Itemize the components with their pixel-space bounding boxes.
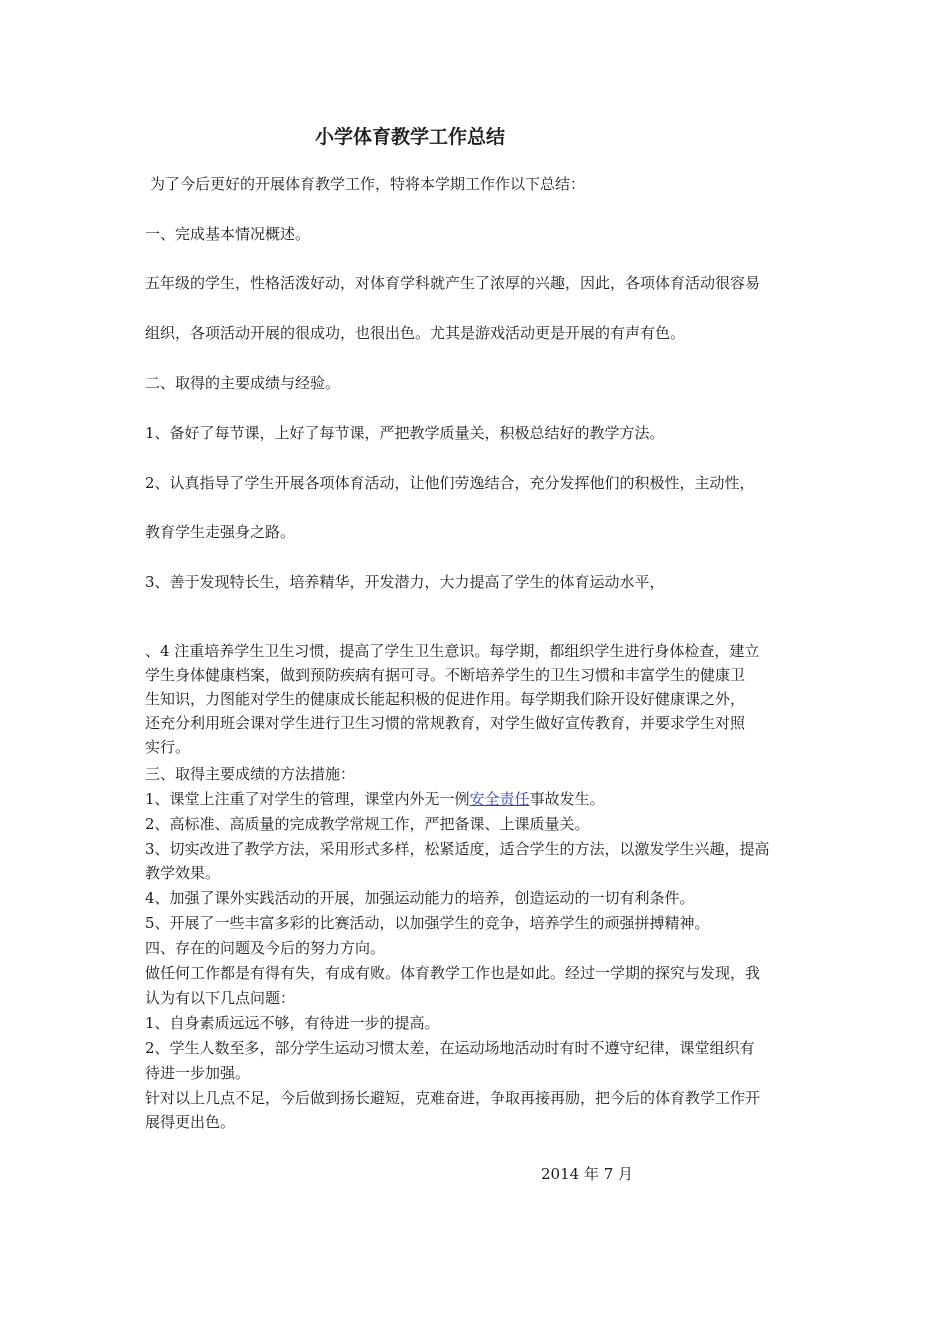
section-4-item-2-line: 2、学生人数至多，部分学生运动习惯太差，在运动场地活动时有时不遵守纪律，课堂组织有	[145, 1039, 755, 1057]
section-4-closing-line: 展得更出色。	[145, 1113, 236, 1131]
section-4-heading: 四、存在的问题及今后的努力方向。	[145, 939, 386, 957]
section-1-paragraph-line: 五年级的学生，性格活泼好动，对体育学科就产生了浓厚的兴趣，因此，各项体育活动很容易	[145, 274, 761, 292]
section-2-item-4-line: 学生身体健康档案，做到预防疾病有据可寻。不断培养学生的卫生习惯和丰富学生的健康卫	[145, 666, 746, 684]
section-4-paragraph-line: 做任何工作都是有得有失，有成有败。体育教学工作也是如此。经过一学期的探究与发现，我	[145, 964, 761, 982]
section-3-item-3-line: 教学效果。	[145, 864, 221, 882]
section-2-item-4-line: 生知识，力图能对学生的健康成长能起积极的促进作用。每学期我们除开设好健康课之外，	[145, 690, 746, 708]
section-4-paragraph-line: 认为有以下几点问题：	[145, 989, 296, 1007]
section-2-heading: 二、取得的主要成绩与经验。	[145, 374, 341, 392]
section-4-closing-line: 针对以上几点不足，今后做到扬长避短，克难奋进，争取再接再励，把今后的体育教学工作开	[145, 1089, 761, 1107]
section-2-item-2-line: 2、认真指导了学生开展各项体育活动，让他们劳逸结合，充分发挥他们的积极性，主动性，	[145, 474, 755, 492]
section-1-paragraph-line: 组织，各项活动开展的很成功，也很出色。尤其是游戏活动更是开展的有声有色。	[145, 324, 686, 342]
section-4-item-2-line: 待进一步加强。	[145, 1064, 251, 1082]
section-2-item-2-line: 教育学生走强身之路。	[145, 523, 296, 541]
section-3-item-1-text-end: 事故发生。	[529, 790, 605, 808]
section-2-item-1: 1、备好了每节课，上好了每节课，严把教学质量关，积极总结好的教学方法。	[145, 424, 665, 442]
section-3-item-2: 2、高标准、高质量的完成教学常规工作，严把备课、上课质量关。	[145, 815, 590, 833]
section-2-item-4-line: 实行。	[145, 738, 191, 756]
safety-responsibility-link[interactable]: 安全责任	[469, 790, 530, 808]
document-date: 2014 年 7 月	[541, 1165, 634, 1183]
section-1-heading: 一、完成基本情况概述。	[145, 225, 311, 243]
section-3-heading: 三、取得主要成绩的方法措施：	[145, 765, 356, 783]
section-2-item-4-line: 还充分利用班会课对学生进行卫生习惯的常规教育，对学生做好宣传教育，并要求学生对照	[145, 714, 746, 732]
section-3-item-1	[145, 787, 810, 811]
section-2-item-4-line: 、4 注重培养学生卫生习惯，提高了学生卫生意识。每学期，都组织学生进行身体检查，建立	[145, 642, 760, 660]
section-3-item-4: 4、加强了课外实践活动的开展，加强运动能力的培养，创造运动的一切有利条件。	[145, 889, 695, 907]
section-3-item-1-text: 1、课堂上注重了对学生的管理，课堂内外无一例	[145, 790, 470, 808]
section-4-item-1: 1、自身素质远远不够，有待进一步的提高。	[145, 1014, 440, 1032]
section-3-item-3-line: 3、切实改进了教学方法，采用形式多样，松紧适度，适合学生的方法，以激发学生兴趣，提高	[145, 840, 770, 858]
intro-paragraph: 为了今后更好的开展体育教学工作，特将本学期工作作以下总结：	[150, 175, 586, 193]
section-2-item-3: 3、善于发现特长生，培养精华，开发潜力，大力提高了学生的体育运动水平，	[145, 573, 665, 591]
document-title: 小学体育教学工作总结	[315, 126, 506, 148]
section-3-item-5: 5、开展了一些丰富多彩的比赛活动，以加强学生的竞争，培养学生的顽强拼搏精神。	[145, 914, 710, 932]
